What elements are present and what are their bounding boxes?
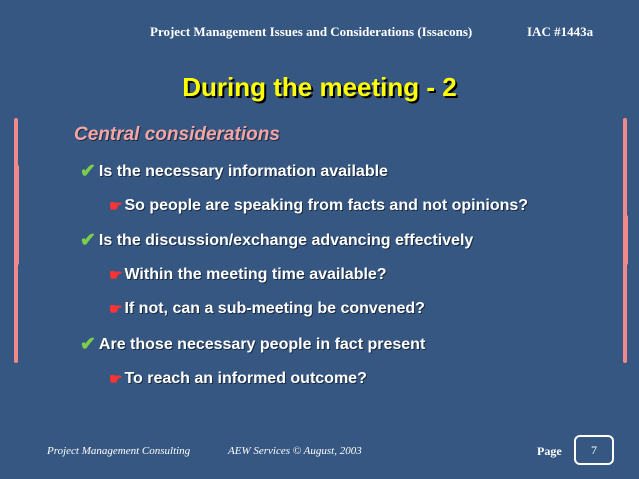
sub-bullet-text: If not, can a sub-meeting be convened?	[124, 300, 425, 317]
bullet-text: Is the discussion/exchange advancing effectively	[98, 231, 474, 249]
sub-bullet-text: So people are speaking from facts and not opinions?	[124, 197, 529, 214]
bullet-item	[80, 229, 473, 252]
page-label: Page	[537, 444, 562, 458]
slide-subtitle: Central considerations	[74, 124, 280, 145]
slide-header	[0, 22, 639, 42]
sub-bullet-item	[109, 300, 425, 318]
left-decoration-bar-highlight	[14, 165, 19, 265]
header-title: Project Management Issues and Considerations (Issacons)	[150, 24, 473, 39]
pointing-hand-icon: ☛	[109, 371, 123, 388]
bullet-item	[80, 333, 425, 356]
sub-bullet-text: To reach an informed outcome?	[124, 370, 367, 387]
sub-bullet-text: Within the meeting time available?	[124, 266, 387, 283]
right-decoration-bar-highlight	[623, 215, 628, 265]
check-icon: ✔	[80, 161, 96, 182]
header-code: IAC #1443a	[527, 24, 594, 39]
check-icon: ✔	[80, 334, 96, 355]
sub-bullet-item	[109, 197, 528, 215]
footer-company: Project Management Consulting	[47, 445, 191, 457]
bullet-text: Are those necessary people in fact present	[98, 335, 426, 353]
sub-bullet-item	[109, 370, 367, 388]
slide-footer	[0, 441, 639, 465]
pointing-hand-icon: ☛	[109, 198, 123, 215]
page-number-box	[574, 435, 614, 465]
page-number: 7	[591, 442, 597, 457]
sub-bullet-item	[109, 266, 387, 284]
slide-title: During the meeting - 2	[182, 72, 457, 102]
footer-copyright: AEW Services © August, 2003	[228, 445, 362, 457]
check-icon: ✔	[80, 230, 96, 251]
bullet-text: Is the necessary information available	[98, 162, 388, 180]
bullet-item	[80, 160, 388, 183]
pointing-hand-icon: ☛	[109, 267, 123, 284]
pointing-hand-icon: ☛	[109, 301, 123, 318]
